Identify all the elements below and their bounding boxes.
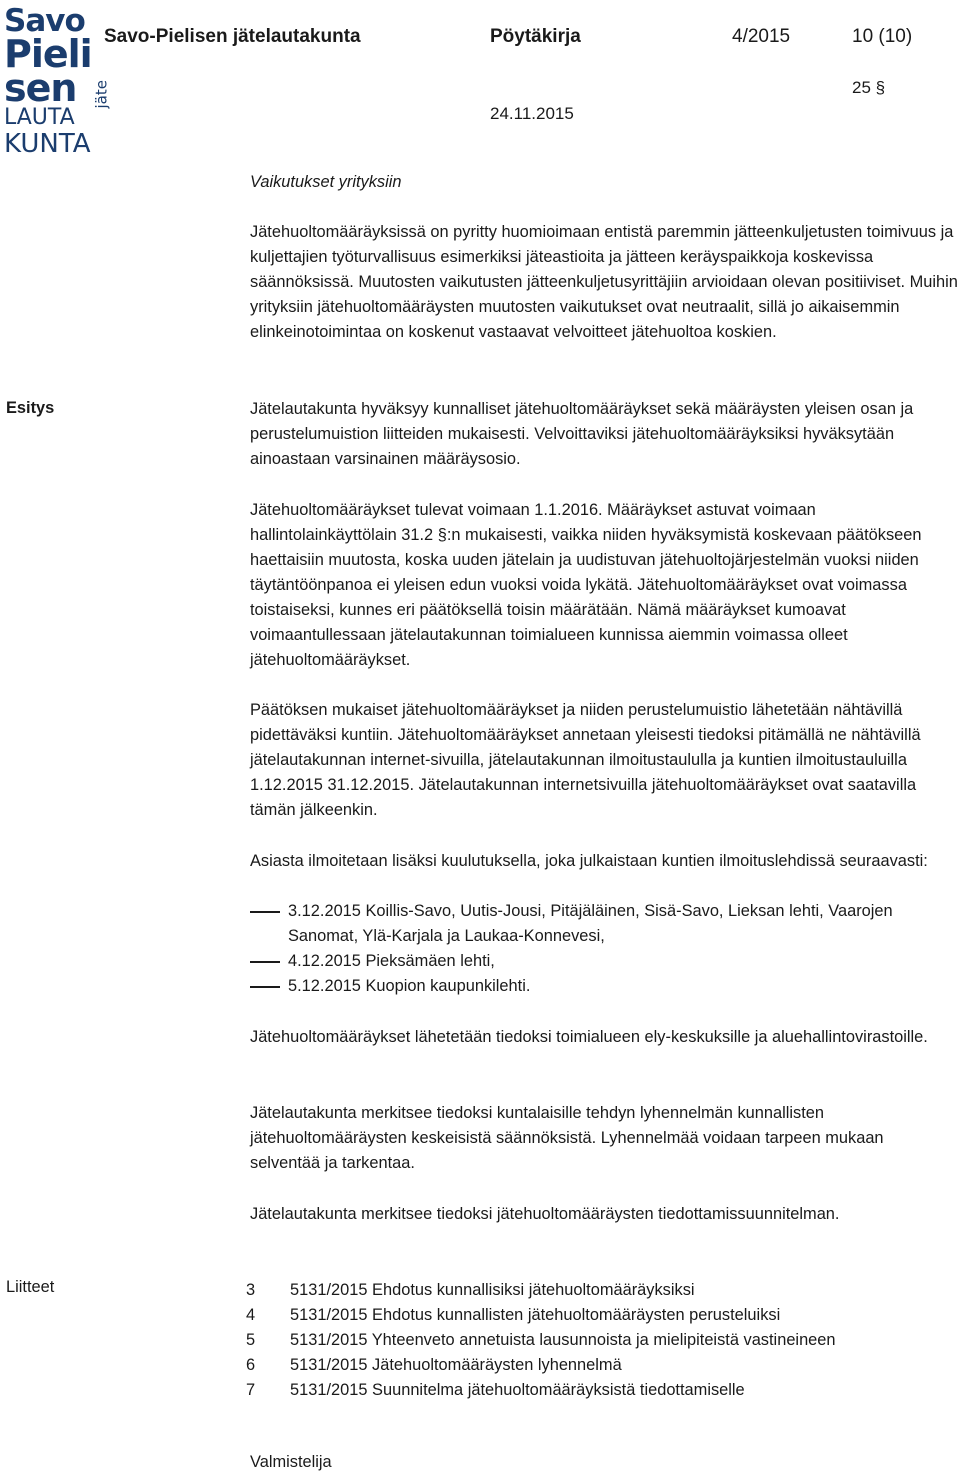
attachment-number: 4 — [246, 1306, 256, 1324]
list-item-text: 3.12.2015 Koillis-Savo, Uutis-Jousi, Pitäjäläinen, Sisä-Savo, Lieksan lehti, Vaarojen Sanomat, Ylä-Karjala ja Laukaa-Konnevesi, — [288, 902, 893, 945]
organization-logo — [4, 3, 110, 159]
proposal-label: Esitys — [6, 399, 55, 417]
paragraph-company-effects: Jätehuoltomääräyksissä on pyritty huomioimaan entistä paremmin jätteenkuljetusten toimivuus ja kuljettajien työturvallisuus esimerkiksi jäteastioita ja jätteen keräyspaikkoja koskevissa säännöksissä. Muutosten vaikutusten jätteenkuljetusyrittäjiin arvioidaan olevan positiiviset. Muihin yrityksiin jätehuoltomääräysten muutosten vaikutukset ovat neutraalit, sillä jo aikaisemmin elinkeinotoimintaa on koskenut vastaavat velvoitteet jätehuoltoa koskien. — [250, 223, 958, 341]
section-heading: Vaikutukset yrityksiin — [250, 173, 402, 191]
paragraph-announcement: Asiasta ilmoitetaan lisäksi kuulutuksella, joka julkaistaan kuntien ilmoituslehdissä seuraavasti: — [250, 852, 928, 870]
logo-line-2: Pieli — [4, 32, 92, 76]
attachment-title: 5131/2015 Yhteenveto annetuista lausunnoista ja mielipiteistä vastineineen — [290, 1331, 836, 1349]
paragraph-ely-notice: Jätehuoltomääräykset lähetetään tiedoksi toimialueen ely-keskuksille ja aluehallintovirastoille. — [250, 1028, 928, 1046]
list-item-text: 4.12.2015 Pieksämäen lehti, — [288, 952, 495, 970]
attachment-title: 5131/2015 Jätehuoltomääräysten lyhennelmä — [290, 1356, 622, 1374]
attachment-number: 3 — [246, 1281, 256, 1299]
attachment-row — [246, 1378, 836, 1403]
attachments-label: Liitteet — [6, 1278, 55, 1296]
attachment-row — [246, 1278, 836, 1303]
dash-bullet-icon — [250, 986, 280, 988]
logo-line-5: KUNTA — [4, 129, 91, 159]
attachment-number: 5 — [246, 1331, 256, 1349]
preparer-label: Valmistelija — [250, 1453, 332, 1471]
page-header — [104, 26, 924, 54]
attachment-row — [246, 1328, 836, 1353]
logo-line-4: LAUTA — [4, 105, 75, 130]
organization-name: Savo-Pielisen jätelautakunta — [104, 26, 361, 47]
logo-side-text: jäte — [92, 80, 110, 109]
document-number: 4/2015 — [732, 26, 791, 47]
logo-line-3: sen — [4, 66, 77, 110]
dash-bullet-icon — [250, 961, 280, 963]
paragraph-summary: Jätelautakunta merkitsee tiedoksi kuntalaisille tehdyn lyhennelmän kunnallisten jätehuoltomääräysten keskeisistä säännöksistä. Lyhennelmää voidaan tarpeen mukaan selventää ja tarkentaa. — [250, 1104, 884, 1172]
document-type: Pöytäkirja — [490, 26, 581, 47]
list-item — [250, 899, 958, 949]
meeting-date: 24.11.2015 — [490, 104, 574, 123]
paragraph-communication-plan: Jätelautakunta merkitsee tiedoksi jätehuoltomääräysten tiedottamissuunnitelman. — [250, 1205, 840, 1223]
list-item-text: 5.12.2015 Kuopion kaupunkilehti. — [288, 977, 531, 995]
attachment-number: 6 — [246, 1356, 256, 1374]
attachment-title: 5131/2015 Ehdotus kunnallisiksi jätehuoltomääräyksiksi — [290, 1281, 695, 1299]
paragraph-entry-into-force: Jätehuoltomääräykset tulevat voimaan 1.1.2016. Määräykset astuvat voimaan hallintolainkäyttölain 31.2 §:n mukaisesti, vaikka niiden hyväksymistä koskevaan päätökseen haettaisiin muutosta, koska uuden jätelain ja uudistuvan jätehuoltojärjestelmän vuoksi niiden täytäntöönpanoa ei yleisen edun vuoksi voida lykätä. Jätehuoltomääräykset ovat voimassa toistaiseksi, kunnes eri päätöksellä toisin määrätään. Nämä määräykset kumoavat voimaantullessaan jätelautakunnan toimialueen kunnissa aiemmin voimassa olleet jätehuoltomääräykset. — [250, 501, 922, 669]
paragraph-publication: Päätöksen mukaiset jätehuoltomääräykset ja niiden perustelumuistio lähetetään nähtävillä pidettäväksi kuntiin. Jätehuoltomääräykset annetaan yleisesti tiedoksi pitämällä ne nähtävillä jätelautakunnan internet-sivuilla, jätelautakunnan ilmoitustaululla ja kuntien ilmoitustauluilla 1.12.2015 31.12.2015. Jätelautakunnan internetsivuilla jätehuoltomääräykset ovat saatavilla tämän jälkeenkin. — [250, 701, 921, 819]
logo-line-1: Savo — [4, 3, 85, 39]
list-item — [250, 974, 958, 999]
attachment-title: 5131/2015 Ehdotus kunnallisten jätehuoltomääräysten perusteluiksi — [290, 1306, 781, 1324]
attachment-row — [246, 1303, 836, 1328]
page-number: 10 (10) — [852, 26, 913, 47]
attachment-title: 5131/2015 Suunnitelma jätehuoltomääräyksistä tiedottamiselle — [290, 1381, 745, 1399]
attachments-list — [246, 1278, 836, 1403]
attachment-number: 7 — [246, 1381, 256, 1399]
proposal-text: Jätelautakunta hyväksyy kunnalliset jätehuoltomääräykset sekä määräysten yleisen osan ja perustelumuistion liitteiden mukaisesti. Velvoittaviksi jätehuoltomääräyksiksi hyväksytään ainoastaan varsinainen määräysosio. — [250, 400, 914, 468]
list-item — [250, 949, 958, 974]
section-number: 25 § — [852, 78, 886, 97]
attachment-row — [246, 1353, 836, 1378]
dash-bullet-icon — [250, 911, 280, 913]
